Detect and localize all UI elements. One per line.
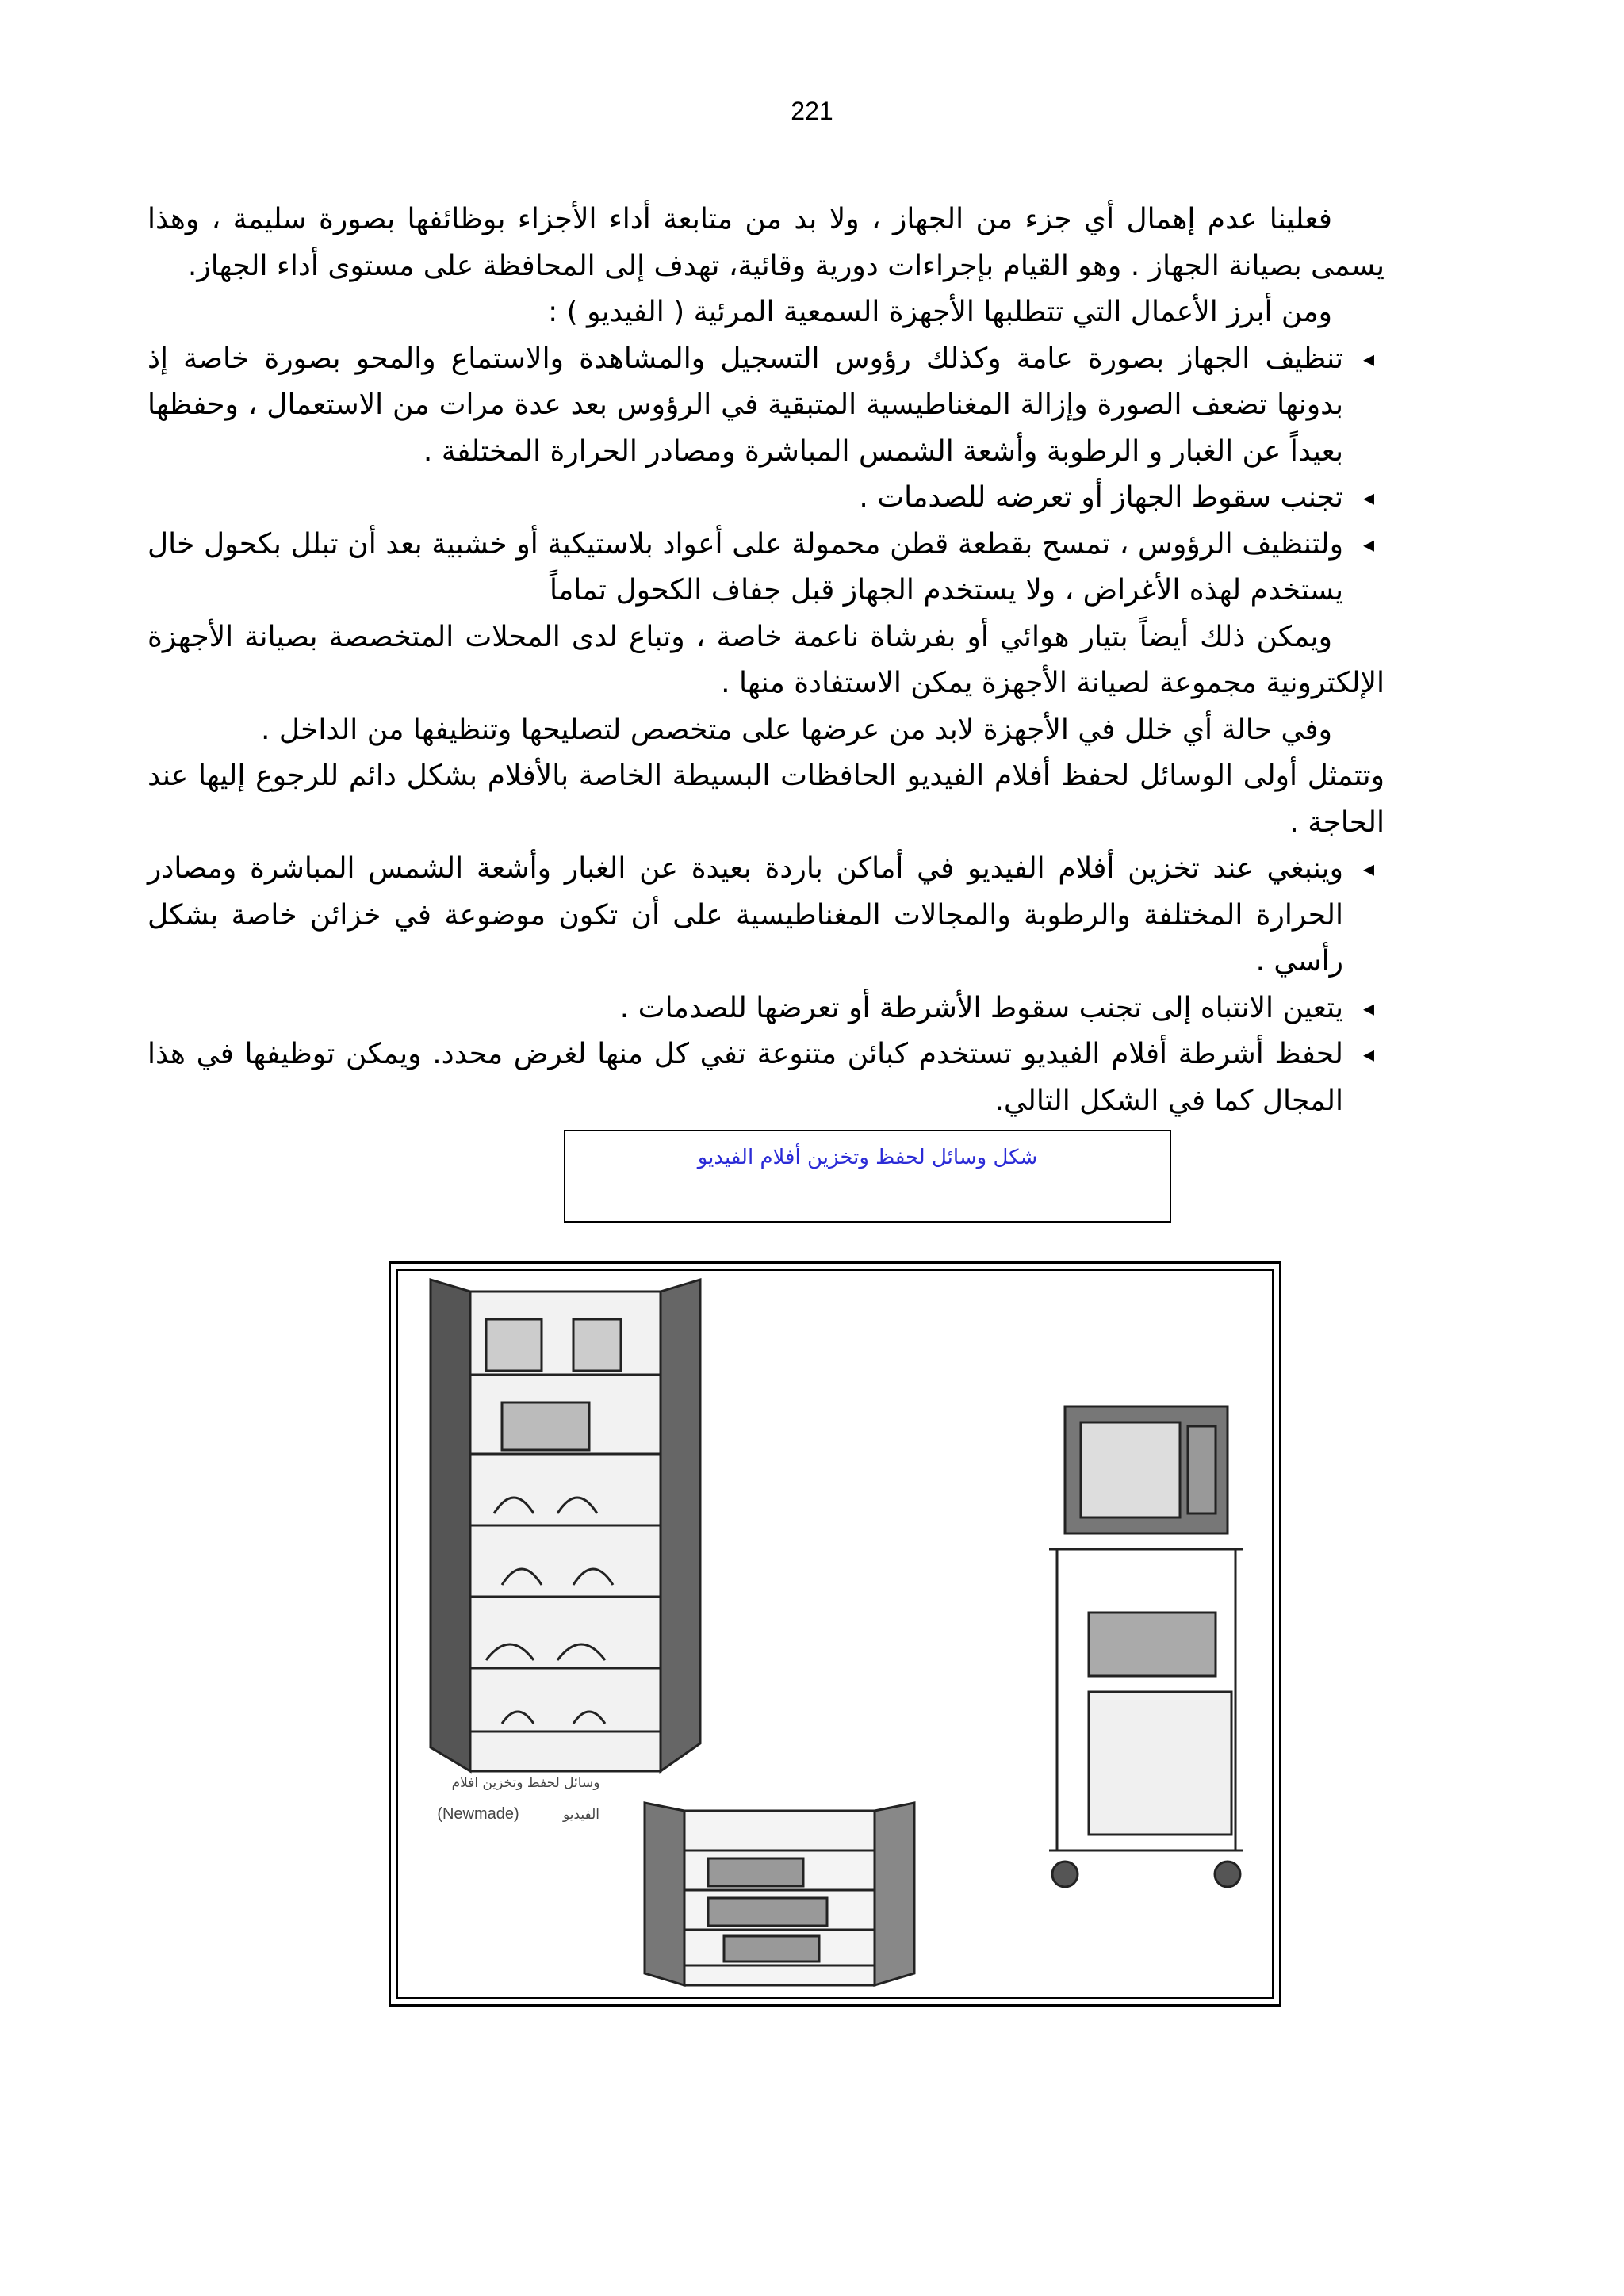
bullet-list-storage xyxy=(147,846,1385,1124)
figure-label-brand: (Newmade) xyxy=(437,1805,519,1823)
bullet-arrow-icon: ◂ xyxy=(1362,530,1375,557)
document-body xyxy=(147,197,1385,1124)
paragraph-maintenance-intro: فعلينا عدم إهمال أي جزء من الجهاز ، ولا بد من متابعة أداء الأجزاء بوظائفها بصورة سليمة ، وهذا يسمى بصيانة الجهاز . وهو القيام بإجراءات دورية وقائية، تهدف إلى المحافظة على مستوى أداء الجهاز. xyxy=(147,203,1385,282)
list-item: ◂ ولتنظيف الرؤوس ، تمسح بقطعة قطن محمولة على أعواد بلاستيكية أو خشبية بعد أن تبلل بكحول خال يستخدم لهذه الأغراض ، ولا يستخدم الجهاز قبل جفاف الكحول تماماً xyxy=(147,522,1385,614)
bullet-arrow-icon: ◂ xyxy=(1362,484,1375,511)
list-item: ◂ تنظيف الجهاز بصورة عامة وكذلك رؤوس التسجيل والمشاهدة والاستماع والمحو بصورة خاصة إذ بدونها تضعف الصورة وإزالة المغناطيسية المتبقية في الرؤوس بعد عدة مرات من الاستعمال ، وحفظها بعيداً عن الغبار و الرطوبة وأشعة الشمس المباشرة ومصادر الحرارة المختلفة . xyxy=(147,336,1385,476)
figure-caption-box xyxy=(564,1130,1171,1223)
list-item: ◂ وينبغي عند تخزين أفلام الفيديو في أماكن باردة بعيدة عن الغبار وأشعة الشمس المباشرة ومصادر الحرارة المختلفة والرطوبة والمجالات المغناطيسية على أن تكون موضوعة في خزائن خاصة بشكل رأسي . xyxy=(147,846,1385,985)
paragraph-video-tasks-heading: ومن أبرز الأعمال التي تتطلبها الأجهزة السمعية المرئية ( الفيديو ) : xyxy=(548,296,1332,328)
figure-caption: شكل وسائل لحفظ وتخزين أفلام الفيديو xyxy=(697,1146,1038,1169)
figure-video-storage xyxy=(389,1261,1281,2007)
figure-label-line1: وسائل لحفظ وتخزين افلام xyxy=(451,1775,600,1791)
small-cabinet-illustration xyxy=(645,1803,914,1985)
paragraph-cleaning-tools: ويمكن ذلك أيضاً بتيار هوائي أو بفرشاة ناعمة خاصة ، وتباع لدى المحلات المتخصصة بصيانة الأجهزة الإلكترونية مجموعة لصيانة الأجهزة يمكن الاستفادة منها . xyxy=(147,620,1385,699)
large-cabinet-illustration xyxy=(431,1280,700,1771)
paragraph-storage-intro: وتتمثل أولى الوسائل لحفظ أفلام الفيديو الحافظات البسيطة الخاصة بالأفلام بشكل دائم للرجوع إليها عند الحاجة . xyxy=(147,760,1385,839)
paragraph-repair: وفي حالة أي خلل في الأجهزة لابد من عرضها على متخصص لتصليحها وتنظيفها من الداخل . xyxy=(261,713,1332,746)
list-item: ◂ يتعين الانتباه إلى تجنب سقوط الأشرطة أو تعرضها للصدمات . xyxy=(147,985,1385,1032)
bullet-arrow-icon: ◂ xyxy=(1362,1041,1375,1067)
bullet-arrow-icon: ◂ xyxy=(1362,994,1375,1021)
tv-cart-illustration xyxy=(1049,1406,1243,1887)
list-item: ◂ تجنب سقوط الجهاز أو تعرضه للصدمات . xyxy=(147,475,1385,522)
bullet-arrow-icon: ◂ xyxy=(1362,345,1375,372)
page-number: 221 xyxy=(791,97,833,125)
figure-illustration xyxy=(391,1264,1279,2004)
figure-label-line2: الفيديو xyxy=(562,1807,600,1823)
bullet-list-maintenance xyxy=(147,336,1385,614)
list-item: ◂ لحفظ أشرطة أفلام الفيديو تستخدم كبائن متنوعة تفي كل منها لغرض محدد. ويمكن توظيفها في هذا المجال كما في الشكل التالي. xyxy=(147,1031,1385,1124)
bullet-arrow-icon: ◂ xyxy=(1362,855,1375,882)
